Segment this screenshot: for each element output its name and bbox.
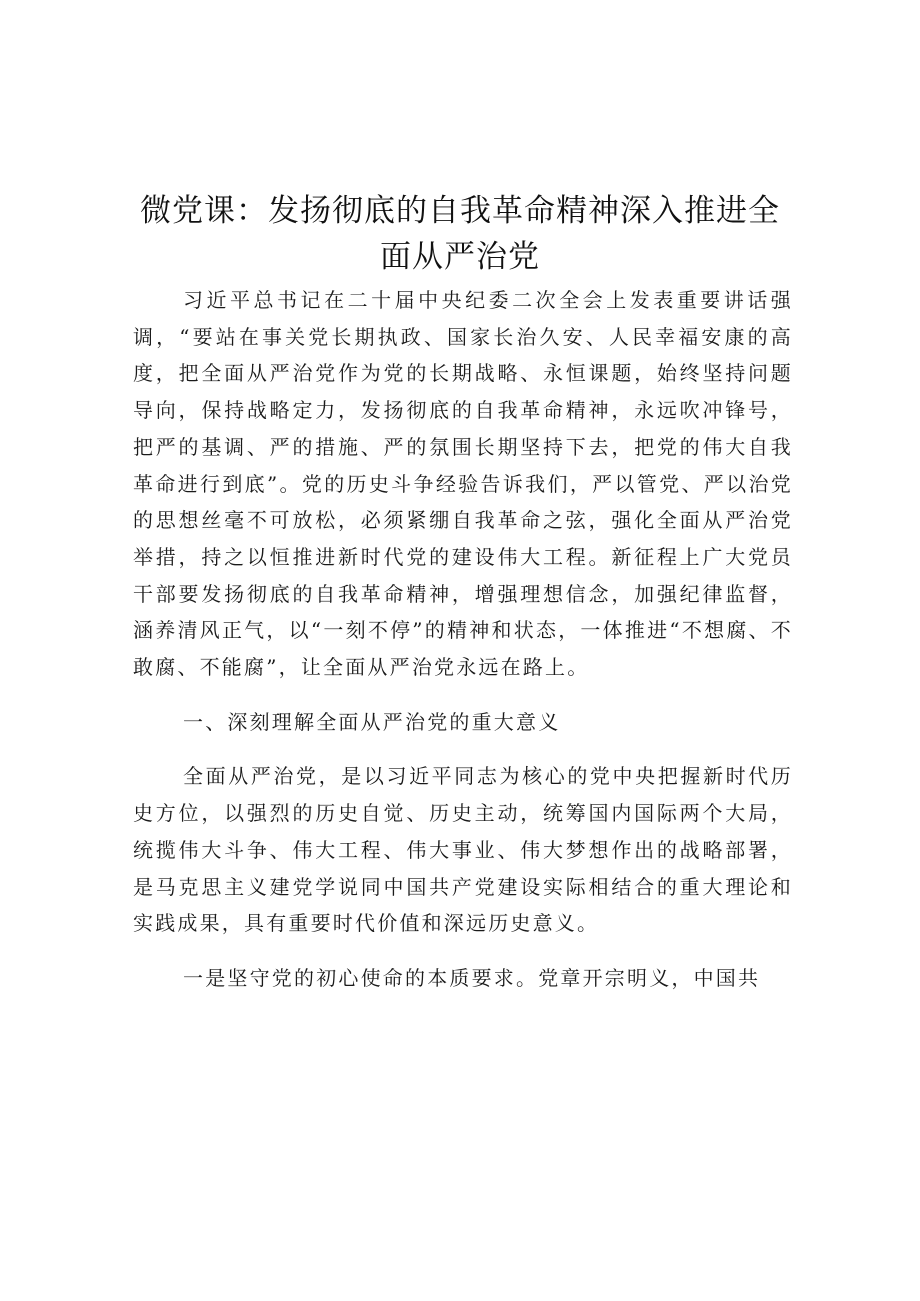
document-title: 微党课：发扬彻底的自我革命精神深入推进全面从严治党 (140, 193, 780, 275)
section-paragraph: 全面从严治党，是以习近平同志为核心的党中央把握新时代历史方位，以强烈的历史自觉、历史主动，统筹国内国际两个大局，统揽伟大斗争、伟大工程、伟大事业、伟大梦想作出的战略部署，是马克思主义建党学说同中国共产党建设实际相结合的重大理论和实践成果，具有重要时代价值和深远历史意义。 (133, 764, 793, 936)
document-body (133, 282, 793, 997)
section-heading: 一、深刻理解全面从严治党的重大意义 (183, 709, 561, 734)
intro-paragraph: 习近平总书记在二十届中央纪委二次全会上发表重要讲话强调，“要站在事关党长期执政、国家长治久安、人民幸福安康的高度，把全面从严治党作为党的长期战略、永恒课题，始终坚持问题导向，保持战略定力，发扬彻底的自我革命精神，永远吹冲锋号，把严的基调、严的措施、严的氛围长期坚持下去，把党的伟大自我革命进行到底”。党的历史斗争经验告诉我们，严以管党、严以治党的思想丝毫不可放松，必须紧绷自我革命之弦，强化全面从严治党举措，持之以恒推进新时代党的建设伟大工程。新征程上广大党员干部要发扬彻底的自我革命精神，增强理想信念，加强纪律监督，涵养清风正气，以“一刻不停”的精神和状态，一体推进“不想腐、不敢腐、不能腐”，让全面从严治党永远在路上。 (133, 288, 793, 680)
point-paragraph: 一是坚守党的初心使命的本质要求。党章开宗明义，中国共 (183, 965, 761, 990)
